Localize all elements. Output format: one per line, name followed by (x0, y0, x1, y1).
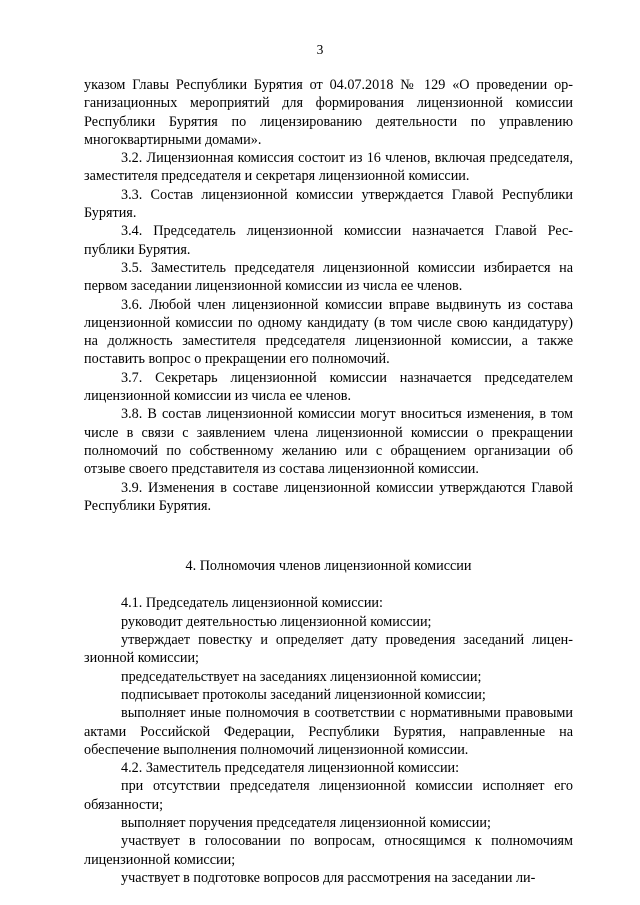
paragraph-3-4: 3.4. Председатель лицензионной комиссии назначается Главой Республики Бурятия. (84, 223, 573, 258)
paragraph-4-1: 4.1. Председатель лицензионной комиссии: (121, 595, 383, 612)
paragraph-3-9: 3.9. Изменения в составе лицензионной комиссии утверждаются Главой Республики Бурятия. (84, 479, 573, 514)
list-item: выполняет иные полномочия в соответствии с нормативными правовыми актами Российской Федерации, Республики Бурятия, направленные на обеспечение выполнения полномочий лицензионной комиссии. (84, 705, 573, 758)
paragraph-3-6: 3.6. Любой член лицензионной комиссии вправе выдвинуть из состава лицензионной комиссии по одному кандидату (в том числе свою кандидатуру) на должность заместителя председателя лицензионной комиссии, а также поставить вопрос о прекращении его полномочий. (84, 296, 573, 368)
page-number: 3 (316, 42, 324, 57)
list-item: выполняет поручения председателя лицензионной комиссии; (121, 814, 491, 831)
list-item: руководит деятельностью лицензионной комиссии; (121, 613, 432, 630)
list-item: при отсутствии председателя лицензионной комиссии исполняет его обязанности; (84, 778, 573, 813)
list-item: участвует в голосовании по вопросам, относящимся к полномочиям лицензионной комиссии; (84, 833, 573, 868)
paragraph-3-5: 3.5. Заместитель председателя лицензионной комиссии избирается на первом заседании лицензионной комиссии из числа ее членов. (84, 259, 573, 295)
list-item: подписывает протоколы заседаний лицензионной комиссии; (121, 686, 486, 703)
paragraph-3-3: 3.3. Состав лицензионной комиссии утверждается Главой Республики Бурятия. (84, 186, 573, 222)
paragraph-3-8: 3.8. В состав лицензионной комиссии могут вноситься изменения, в том числе в связи с заявлением члена лицензионной комиссии о прекращении полномочий по собственному желанию или с обращением организации об отзыве своего представителя из состава лицензионной комиссии. (84, 406, 573, 478)
paragraph-3-2: 3.2. Лицензионная комиссия состоит из 16 членов, включая председателя, заместителя председателя и секретаря лицензионной комиссии. (84, 150, 573, 185)
paragraph-3-1-continuation: указом Главы Республики Бурятия от 04.07.2018 № 129 «О проведении организационных мероприятий для формирования лицензионной комиссии Республики Бурятия по лицензированию деятельности по управлению многоквартирными домами». (84, 77, 573, 148)
document-body (84, 76, 573, 887)
list-item: председательствует на заседаниях лицензионной комиссии; (121, 668, 482, 685)
list-item: утверждает повестку и определяет дату проведения заседаний лицензионной комиссии; (84, 632, 573, 667)
section-4-heading: 4. Полномочия членов лицензионной комиссии (185, 558, 472, 575)
paragraph-4-2: 4.2. Заместитель председателя лицензионной комиссии: (121, 760, 460, 777)
paragraph-3-7: 3.7. Секретарь лицензионной комиссии назначается председателем лицензионной комиссии из числа ее членов. (84, 369, 573, 405)
list-item: участвует в подготовке вопросов для рассмотрения на заседании ли- (121, 869, 536, 886)
